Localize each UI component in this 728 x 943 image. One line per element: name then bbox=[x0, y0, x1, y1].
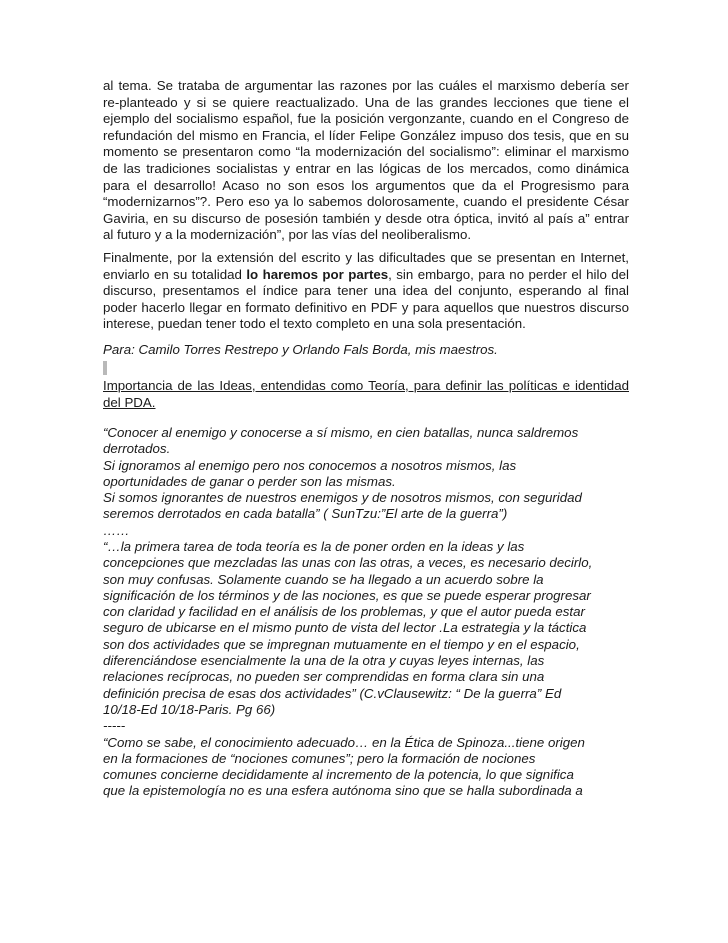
text-line: tiene el ejemplo del socialismo español, fue la posición vergonzante, cuando en el bbox=[103, 94, 629, 127]
quote-line: ----- bbox=[103, 718, 126, 734]
quote-line: 10/18-Ed 10/18-Paris. Pg 66) bbox=[103, 701, 276, 717]
quote-line: diferenciándose esencialmente la una de la otra y cuyas leyes internas, las bbox=[103, 653, 545, 669]
paragraph-marxism bbox=[103, 78, 629, 244]
text-line: Internet, enviarlo en su totalidad bbox=[103, 249, 630, 282]
quote-line: seguro de ubicarse en el mismo punto de vista del lector .La estrategia y la táctica bbox=[103, 620, 587, 636]
text-line: socialismo”: eliminar el marxismo de las tradiciones socialistas y entrar en las bbox=[103, 144, 629, 176]
section-heading bbox=[103, 377, 629, 411]
text-line: , sin embargo, para no bbox=[388, 266, 525, 282]
text-line: perder el hilo del discurso, presentamos el índice para tener una idea del conjunto, bbox=[103, 266, 630, 299]
quote-line: comunes concierne decididamente al incremento de la potencia, lo que significa bbox=[103, 767, 574, 783]
quote-line: son muy confusas. Solamente cuando se ha llegado a un acuerdo sobre la bbox=[103, 571, 544, 587]
text-line: Congreso de refundación del mismo en Francia, el líder Felipe González impuso bbox=[103, 111, 630, 143]
quote-line: “Como se sabe, el conocimiento adecuado… en la Ética de Spinoza...tiene origen bbox=[103, 734, 585, 750]
text-line: al tema. Se trataba de argumentar las razones por las cuáles el marxismo debería bbox=[103, 78, 606, 93]
heading-line: Importancia de las Ideas, entendidas como Teoría, para definir las políticas e bbox=[103, 377, 570, 393]
bold-emphasis: lo haremos por partes bbox=[246, 266, 389, 282]
text-line: una sola presentación. bbox=[392, 316, 526, 332]
text-line: esperando al final poder hacerlo llegar en formato definitivo en PDF y para bbox=[103, 283, 629, 315]
text-line: dos tesis, que en su momento se presentaron como “la modernización del bbox=[103, 127, 629, 160]
quotes-block bbox=[103, 425, 629, 800]
text-line: aquellos que nuestros discurso interese, puedan tener todo el texto completo en bbox=[103, 299, 629, 332]
text-line: ser re-planteado y si se quiere reactualizado. Una de las grandes lecciones que bbox=[103, 78, 629, 110]
text-line: lógicas de los mercados, como dinámica para el desarrollo! Acaso no son esos los bbox=[103, 160, 629, 193]
quote-line: en la formaciones de “nociones comunes”; pero la formación de nociones bbox=[103, 750, 536, 766]
quote-line: “Conocer al enemigo y conocerse a sí mismo, en cien batallas, nunca saldremos bbox=[103, 424, 579, 440]
quote-line: son dos actividades que se impregnan mutuamente en el tiempo y en el espacio, bbox=[103, 636, 580, 652]
text-line: modernización”, por las vías del neoliberalismo. bbox=[190, 227, 472, 243]
heading-line: identidad del PDA. bbox=[103, 377, 629, 410]
paragraph-marker bbox=[103, 361, 107, 375]
paragraph-finalmente bbox=[103, 250, 629, 333]
document-page bbox=[103, 78, 629, 800]
text-line: Finalmente, por la extensión del escrito y las dificultades que se presentan en bbox=[103, 249, 576, 265]
quote-line: “…la primera tarea de toda teoría es la de poner orden en la ideas y las bbox=[103, 538, 525, 554]
quote-line: derrotados. bbox=[103, 441, 171, 457]
dedication: Para: Camilo Torres Restrepo y Orlando Fals Borda, mis maestros. bbox=[103, 341, 498, 357]
quote-line: Si somos ignorantes de nuestros enemigos y de nosotros mismos, con seguridad bbox=[103, 490, 582, 506]
quote-line: relaciones recíprocas, no pueden ser comprendidas en forma clara sin una bbox=[103, 669, 545, 685]
quote-line: seremos derrotados en cada batalla” ( SunTzu:”El arte de la guerra”) bbox=[103, 506, 508, 522]
text-line: argumentos que da el Progresismo para “modernizarnos”?. Pero eso ya lo bbox=[103, 177, 629, 210]
text-line: sabemos dolorosamente, cuando el presidente César Gaviria, en su discurso de bbox=[103, 194, 629, 226]
quote-line: con claridad y facilidad en el análisis de los problemas, y que el autor pueda estar bbox=[103, 604, 585, 620]
quote-line: Si ignoramos al enemigo pero nos conocemos a nosotros mismos, las bbox=[103, 457, 517, 473]
quote-line: …… bbox=[103, 522, 130, 538]
quote-line: concepciones que mezcladas las unas con las otras, a veces, es necesario decirlo, bbox=[103, 555, 593, 571]
quote-line: que la epistemología no es una esfera autónoma sino que se halla subordinada a bbox=[103, 783, 583, 799]
text-line: posesión también y desde otra óptica, invitó al país a” entrar al futuro y a la bbox=[103, 210, 629, 243]
quote-line: oportunidades de ganar o perder son las mismas. bbox=[103, 473, 396, 489]
quote-line: definición precisa de esas dos actividades” (C.vClausewitz: “ De la guerra” Ed bbox=[103, 685, 562, 701]
quote-line: significación de los términos y de las nociones, es que se puede esperar progresar bbox=[103, 587, 591, 603]
